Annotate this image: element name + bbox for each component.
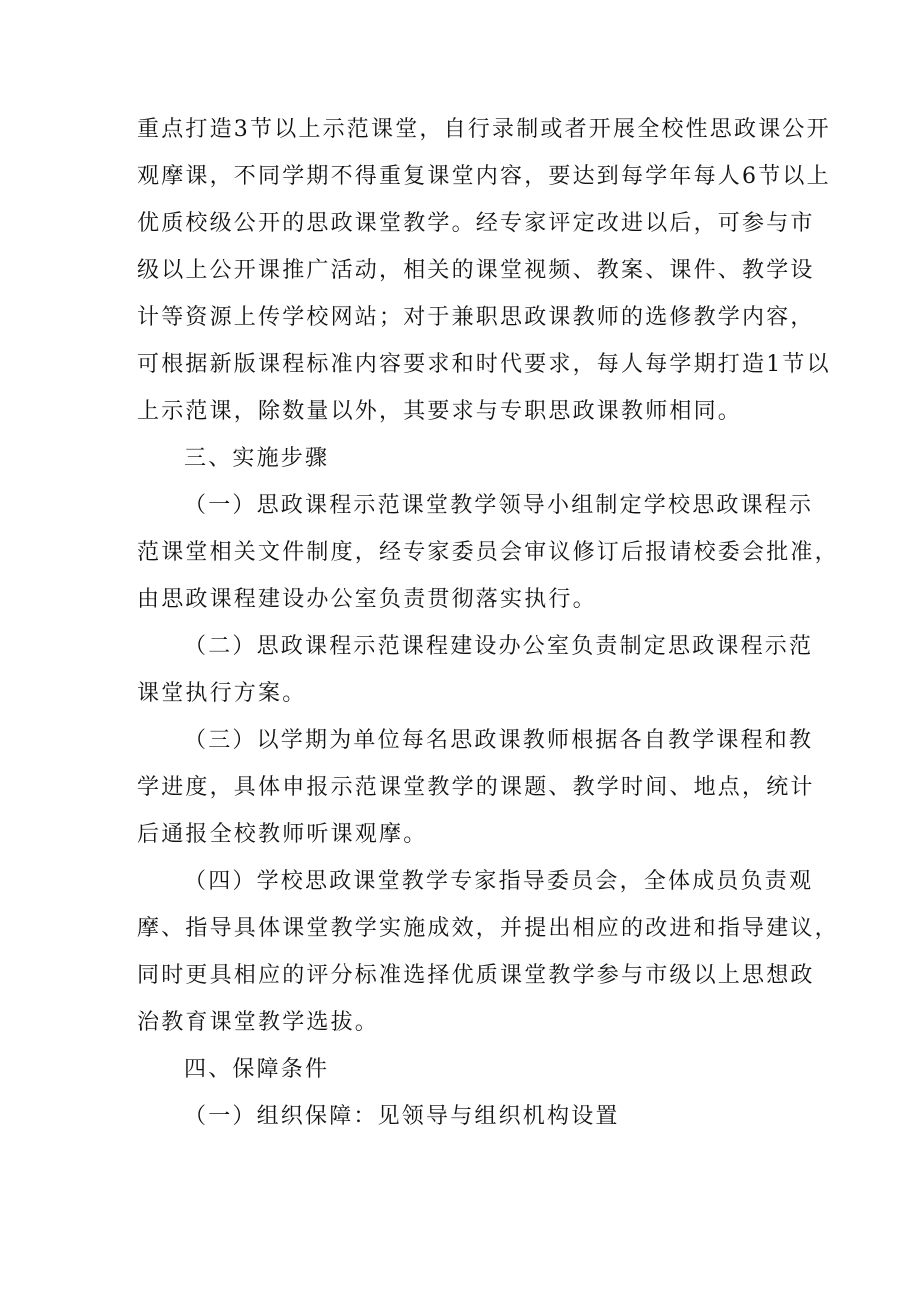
paragraph-line: 重点打造3节以上示范课堂，自行录制或者开展全校性思政课公开 [137, 117, 831, 142]
paragraph-line: 由思政课程建设办公室负责贯彻落实执行。 [137, 587, 597, 612]
paragraph-line: （四）学校思政课堂教学专家指导委员会，全体成员负责观 [184, 869, 814, 894]
paragraph-line: （一）组织保障：见领导与组织机构设置 [184, 1104, 620, 1129]
paragraph-line: 同时更具相应的评分标准选择优质课堂教学参与市级以上思想政 [137, 963, 815, 988]
section-heading: 三、实施步骤 [184, 446, 330, 471]
section-heading: 四、保障条件 [184, 1057, 330, 1082]
paragraph-line: （一）思政课程示范课堂教学领导小组制定学校思政课程示 [184, 493, 814, 518]
paragraph-line: 观摩课，不同学期不得重复课堂内容，要达到每学年每人6节以上 [137, 164, 831, 189]
paragraph-line: （二）思政课程示范课程建设办公室负责制定思政课程示范 [184, 634, 814, 659]
paragraph-line: 范课堂相关文件制度，经专家委员会审议修订后报请校委会批准， [137, 540, 839, 565]
paragraph-line: 治教育课堂教学选拔。 [137, 1010, 380, 1035]
paragraph-line: 计等资源上传学校网站；对于兼职思政课教师的选修教学内容， [137, 305, 815, 330]
paragraph-line: 上示范课，除数量以外，其要求与专职思政课教师相同。 [137, 399, 743, 424]
paragraph-line: 优质校级公开的思政课堂教学。经专家评定改进以后，可参与市 [137, 211, 815, 236]
paragraph-line: 课堂执行方案。 [137, 681, 307, 706]
paragraph-line: 后通报全校教师听课观摩。 [137, 822, 428, 847]
paragraph-line: （三）以学期为单位每名思政课教师根据各自教学课程和教 [184, 728, 814, 753]
paragraph-line: 学进度，具体申报示范课堂教学的课题、教学时间、地点，统计 [137, 775, 815, 800]
paragraph-line: 级以上公开课推广活动，相关的课堂视频、教案、课件、教学设 [137, 258, 815, 283]
paragraph-line: 摩、指导具体课堂教学实施成效，并提出相应的改进和指导建议， [137, 916, 839, 941]
paragraph-line: 可根据新版课程标准内容要求和时代要求，每人每学期打造1节以 [137, 352, 831, 377]
